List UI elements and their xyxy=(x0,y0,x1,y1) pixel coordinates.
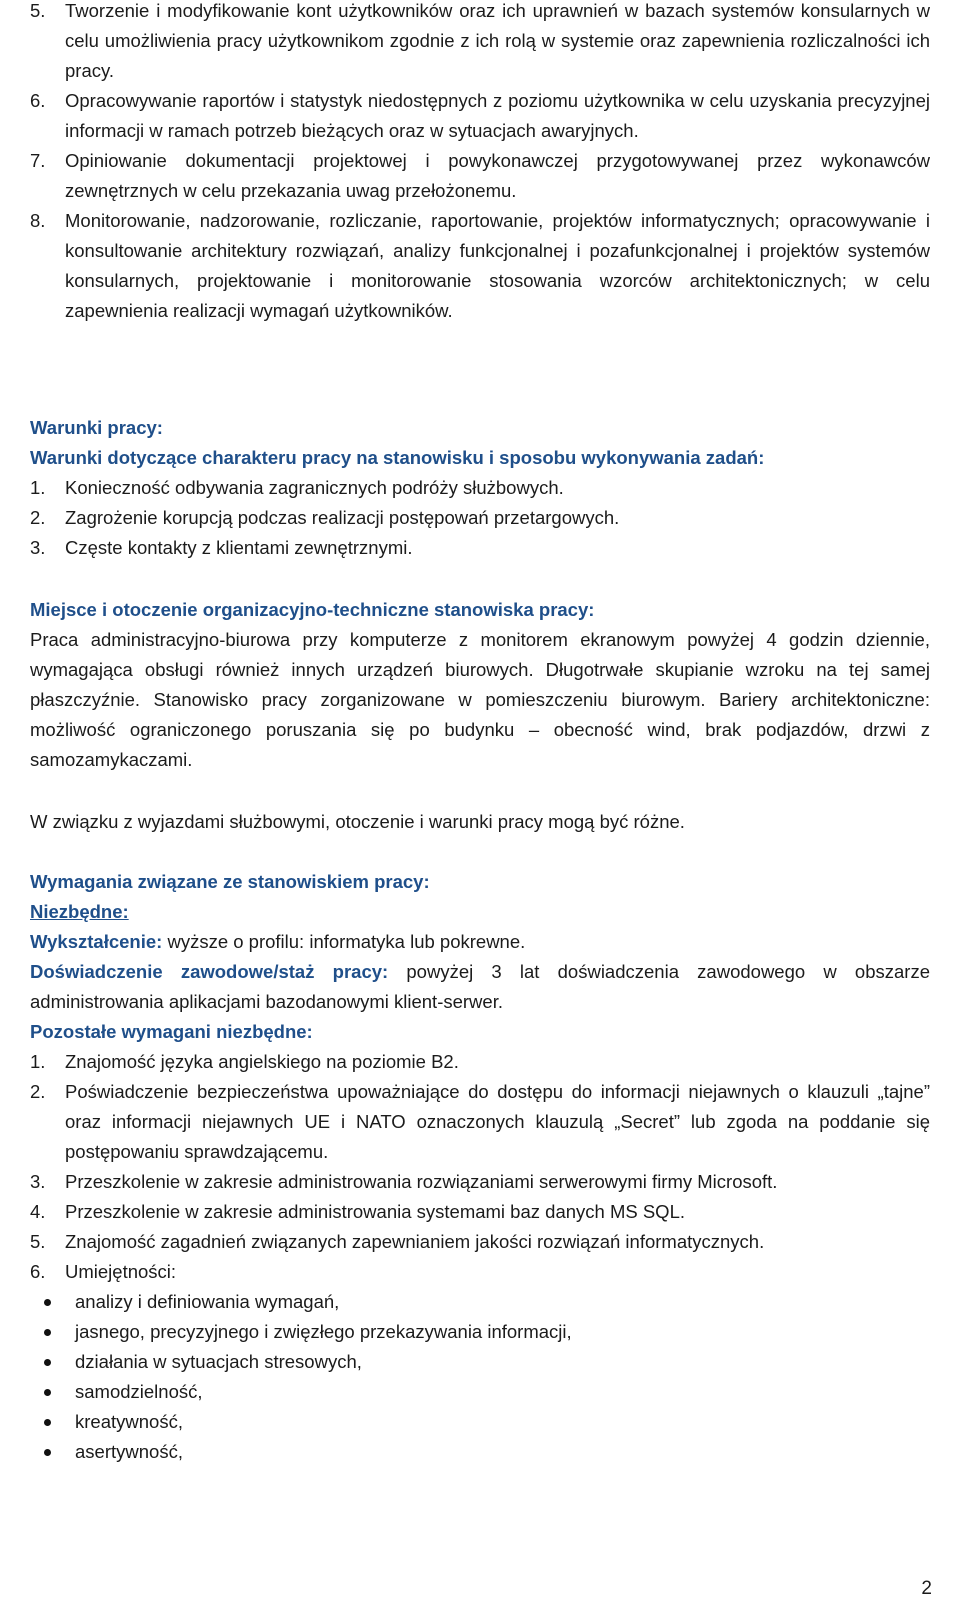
list-item xyxy=(30,1257,930,1287)
list-text: Umiejętności: xyxy=(65,1261,177,1282)
section-heading: Miejsce i otoczenie organizacyjno-techniczne stanowiska pracy: xyxy=(30,599,595,620)
list-text: Monitorowanie, nadzorowanie, rozliczanie, raportowanie, projektów informatycznych; opracowywanie i konsultowanie architektury rozwiązań, analizy funkcjonalnej i pozafunkcjonalnej i projektów systemów konsularnych, projektowanie i monitorowanie stosowania wzorców architektonicznych; w celu zapewnienia realizacji wymagań użytkowników. xyxy=(65,210,930,321)
bullet-icon xyxy=(44,1329,51,1336)
bullet-item xyxy=(30,1317,930,1347)
list-number: 6. xyxy=(30,90,46,111)
bullet-icon xyxy=(44,1389,51,1396)
list-text: Znajomość zagadnień związanych zapewnianiem jakości rozwiązań informatycznych. xyxy=(65,1231,765,1252)
list-number: 7. xyxy=(30,150,46,171)
list-number: 2. xyxy=(30,507,46,528)
section-subheading: Warunki dotyczące charakteru pracy na stanowisku i sposobu wykonywania zadań: xyxy=(30,447,765,468)
experience-line xyxy=(30,957,930,1017)
list-text: Opiniowanie dokumentacji projektowej i powykonawczej przygotowywanej przez wykonawców zewnętrznych w celu przekazania uwag przełożonemu. xyxy=(65,150,930,201)
list-item xyxy=(30,1227,930,1257)
list-number: 5. xyxy=(30,0,46,21)
list-text: Przeszkolenie w zakresie administrowania rozwiązaniami serwerowymi firmy Microsoft. xyxy=(65,1171,778,1192)
bullet-icon xyxy=(44,1359,51,1366)
bullet-item xyxy=(30,1407,930,1437)
list-item xyxy=(30,146,930,206)
bullet-item xyxy=(30,1437,930,1467)
bullet-text: jasnego, precyzyjnego i zwięzłego przekazywania informacji, xyxy=(75,1321,572,1342)
list-number: 1. xyxy=(30,477,46,498)
bullet-text: samodzielność, xyxy=(75,1381,203,1402)
bullet-icon xyxy=(44,1449,51,1456)
list-text: Zagrożenie korupcją podczas realizacji postępowań przetargowych. xyxy=(65,507,620,528)
list-number: 8. xyxy=(30,210,46,231)
list-item xyxy=(30,206,930,326)
list-number: 6. xyxy=(30,1261,46,1282)
page-number: 2 xyxy=(921,1578,932,1599)
list-number: 1. xyxy=(30,1051,46,1072)
list-number: 2. xyxy=(30,1081,46,1102)
duties-list xyxy=(30,0,930,326)
list-item xyxy=(30,473,930,503)
experience-label: Doświadczenie zawodowe/staż pracy: xyxy=(30,961,389,982)
experience-value: powyżej 3 lat doświadczenia zawodowego w obszarze administrowania aplikacjami bazodanowymi klient-serwer. xyxy=(30,961,930,1012)
list-item xyxy=(30,503,930,533)
skills-list xyxy=(30,1287,930,1467)
requirements-section xyxy=(30,867,930,1467)
list-text: Poświadczenie bezpieczeństwa upoważniające do dostępu do informacji niejawnych o klauzuli „tajne” oraz informacji niejawnych UE i NATO oznaczonych klauzulą „Secret” lub zgoda na poddanie się postępowaniu sprawdzającemu. xyxy=(65,1081,930,1162)
list-item xyxy=(30,1197,930,1227)
bullet-item xyxy=(30,1287,930,1317)
list-item xyxy=(30,86,930,146)
bullet-item xyxy=(30,1347,930,1377)
section-heading: Wymagania związane ze stanowiskiem pracy: xyxy=(30,871,430,892)
place-description: Praca administracyjno-biurowa przy komputerze z monitorem ekranowym powyżej 4 godzin dziennie, wymagająca obsługi również innych urządzeń biurowych. Długotrwałe skupianie wzroku na tej samej płaszczyźnie. Stanowisko pracy zorganizowane w pomieszczeniu biurowym. Bariery architektoniczne: możliwość ograniczonego poruszania się po budynku – obecność wind, brak podjazdów, drzwi z samozamykaczami. xyxy=(30,629,930,770)
place-note: W związku z wyjazdami służbowymi, otoczenie i warunki pracy mogą być różne. xyxy=(30,811,685,832)
list-item xyxy=(30,1167,930,1197)
list-item xyxy=(30,1077,930,1167)
list-text: Konieczność odbywania zagranicznych podróży służbowych. xyxy=(65,477,564,498)
place-section xyxy=(30,595,930,775)
list-text: Opracowywanie raportów i statystyk niedostępnych z poziomu użytkownika w celu uzyskania precyzyjnej informacji w ramach potrzeb bieżących oraz w sytuacjach awaryjnych. xyxy=(65,90,930,141)
list-item xyxy=(30,533,930,563)
bullet-text: kreatywność, xyxy=(75,1411,183,1432)
list-text: Częste kontakty z klientami zewnętrznymi. xyxy=(65,537,413,558)
list-item xyxy=(30,0,930,86)
other-requirements-heading: Pozostałe wymagani niezbędne: xyxy=(30,1021,313,1042)
bullet-icon xyxy=(44,1299,51,1306)
list-text: Znajomość języka angielskiego na poziomie B2. xyxy=(65,1051,459,1072)
list-number: 5. xyxy=(30,1231,46,1252)
education-label: Wykształcenie: xyxy=(30,931,163,952)
list-number: 3. xyxy=(30,537,46,558)
place-note-section xyxy=(30,807,930,837)
list-item xyxy=(30,1047,930,1077)
required-label: Niezbędne: xyxy=(30,901,129,922)
bullet-icon xyxy=(44,1419,51,1426)
bullet-text: asertywność, xyxy=(75,1441,183,1462)
bullet-item xyxy=(30,1377,930,1407)
list-text: Przeszkolenie w zakresie administrowania systemami baz danych MS SQL. xyxy=(65,1201,685,1222)
list-number: 3. xyxy=(30,1171,46,1192)
list-number: 4. xyxy=(30,1201,46,1222)
education-value: wyższe o profilu: informatyka lub pokrewne. xyxy=(162,931,526,952)
list-text: Tworzenie i modyfikowanie kont użytkowników oraz ich uprawnień w bazach systemów konsularnych w celu umożliwienia pracy użytkownikom zgodnie z ich rolą w systemie oraz zapewnienia rozliczalności ich pracy. xyxy=(65,0,930,81)
bullet-text: analizy i definiowania wymagań, xyxy=(75,1291,340,1312)
education-line xyxy=(30,927,930,957)
bullet-text: działania w sytuacjach stresowych, xyxy=(75,1351,362,1372)
conditions-section xyxy=(30,413,930,563)
section-heading: Warunki pracy: xyxy=(30,417,163,438)
